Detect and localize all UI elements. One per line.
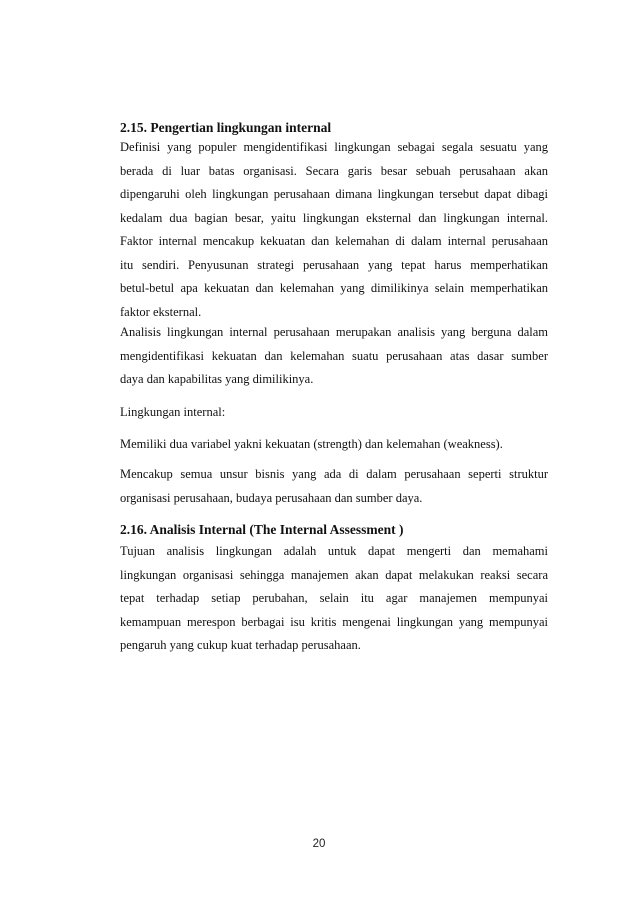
text-line: Analisis lingkungan internal perusahaan merupakan analisis yang berguna dalam — [120, 325, 548, 339]
text-line: Tujuan analisis lingkungan adalah untuk dapat mengerti dan memahami — [120, 544, 548, 558]
paragraph-purpose — [120, 540, 548, 658]
text-line: itu sendiri. Penyusunan strategi perusahaan yang tepat harus memperhatikan — [120, 257, 548, 272]
page-number: 20 — [312, 838, 326, 850]
text-line: lingkungan organisasi sehingga manajemen akan dapat melakukan reaksi secara — [120, 567, 548, 582]
text-line: berada di luar batas organisasi. Secara garis besar sebuah perusahaan akan — [120, 163, 548, 178]
text-line: faktor eksternal. — [120, 304, 202, 319]
text-line: organisasi perusahaan, budaya perusahaan dan sumber daya. — [120, 490, 423, 505]
text-line: dipengaruhi oleh lingkungan perusahaan dimana lingkungan tersebut dapat dibagi — [120, 187, 548, 201]
text-line: Definisi yang populer mengidentifikasi lingkungan sebagai segala sesuatu yang — [120, 140, 548, 154]
text-line: kemampuan merespon berbagai isu kritis mengenai lingkungan yang mempunyai — [120, 614, 548, 629]
text-line: tepat terhadap setiap perubahan, selain itu agar manajemen mempunyai — [120, 591, 548, 605]
text-line: kedalam dua bagian besar, yaitu lingkungan eksternal dan lingkungan internal. — [120, 210, 548, 225]
text-line: Faktor internal mencakup kekuatan dan kelemahan di dalam internal perusahaan — [120, 234, 548, 248]
section-heading-2-15: 2.15. Pengertian lingkungan internal — [120, 120, 332, 135]
text-line: daya dan kapabilitas yang dimilikinya. — [120, 372, 314, 386]
text-line: Mencakup semua unsur bisnis yang ada di dalam perusahaan seperti struktur — [120, 467, 548, 481]
paragraph-scope — [120, 463, 548, 510]
paragraph-definition — [120, 136, 548, 324]
paragraph-variables: Memiliki dua variabel yakni kekuatan (strength) dan kelemahan (weakness). — [120, 437, 503, 451]
text-line: mengidentifikasi kekuatan dan kelemahan suatu perusahaan atas dasar sumber — [120, 348, 548, 363]
text-line: betul-betul apa kekuatan dan kelemahan yang dimilikinya selain memperhatikan — [120, 281, 548, 295]
section-heading-2-16: 2.16. Analisis Internal (The Internal Assessment ) — [120, 522, 404, 537]
paragraph-internal-label: Lingkungan internal: — [120, 405, 226, 419]
paragraph-analysis — [120, 321, 548, 392]
text-line: pengaruh yang cukup kuat terhadap perusahaan. — [120, 638, 361, 652]
